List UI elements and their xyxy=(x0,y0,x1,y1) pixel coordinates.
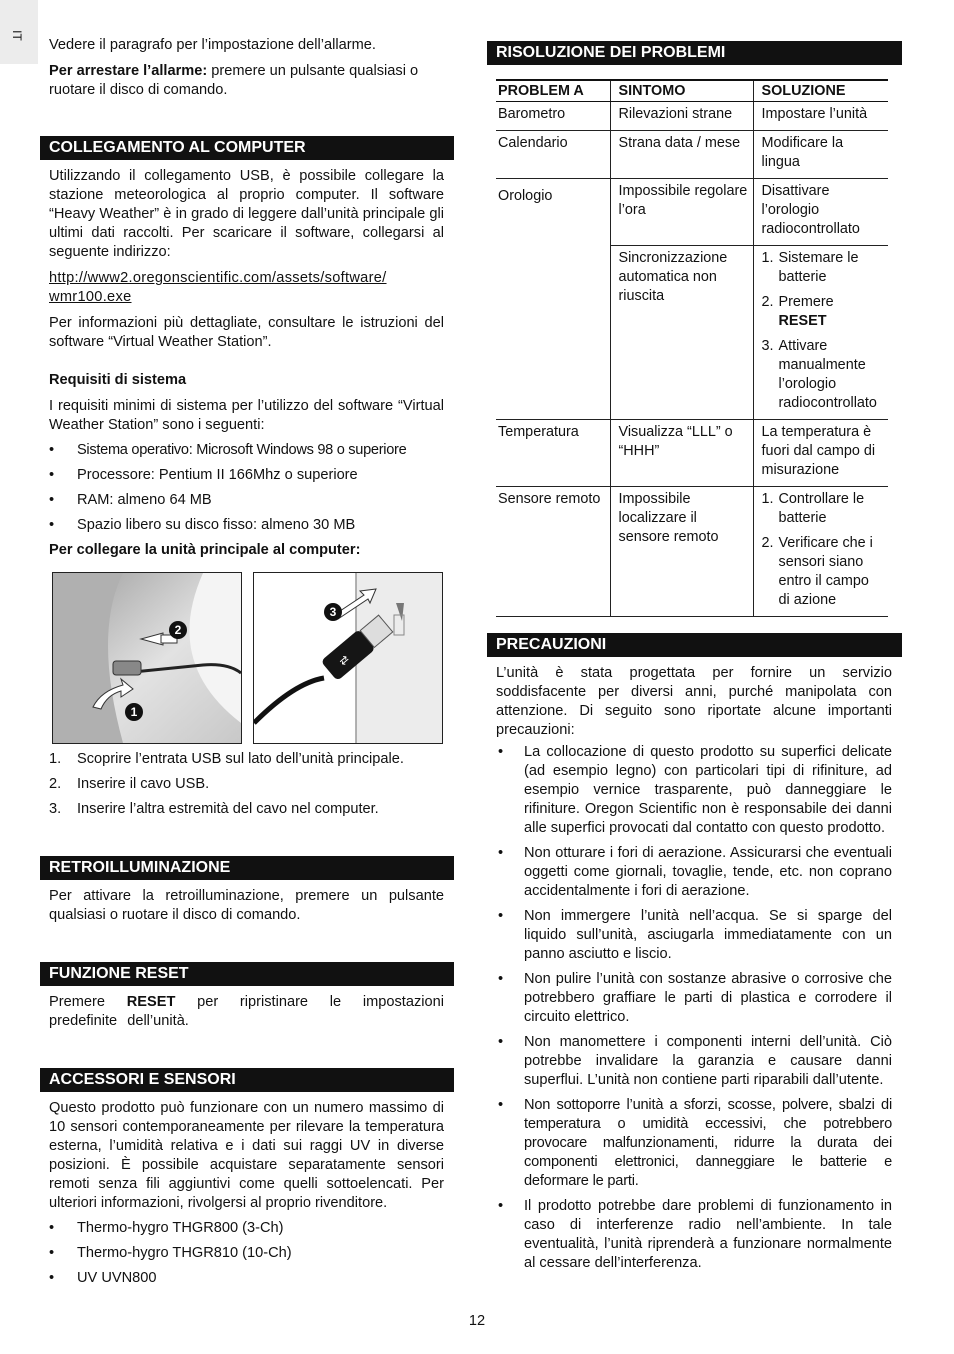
section-header-pc: COLLEGAMENTO AL COMPUTER xyxy=(40,136,454,160)
list-item: • UV UVN800 xyxy=(49,1269,444,1288)
section-header-precautions: PRECAUZIONI xyxy=(487,633,902,657)
accessories-section xyxy=(40,1068,454,1288)
step-text: Sistemare le batterie xyxy=(778,250,859,285)
language-tab xyxy=(0,0,38,64)
table-cell: Sensore remoto xyxy=(496,487,610,617)
table-cell: Impostare l’unità xyxy=(753,102,888,131)
software-link-line1[interactable]: http://www2.oregonscientific.com/assets/software/ xyxy=(49,270,387,286)
table-cell: Visualizza “LLL” o “HHH” xyxy=(610,420,753,487)
list-item: • Non immergere l’unità nell’acqua. Se si sparge del liquido sull’unità, asciugarla immediatamente con un panno asciutto e liscio. xyxy=(496,907,892,964)
table-cell: La temperatura è fuori dal campo di misurazione xyxy=(753,420,888,487)
requirements-list xyxy=(40,441,454,535)
table-row xyxy=(496,487,888,617)
table-cell xyxy=(753,487,888,617)
step-number: 1. xyxy=(49,751,62,767)
requirements-heading: Requisiti di sistema xyxy=(49,372,187,388)
step-number: 3. xyxy=(761,338,774,354)
reset-section xyxy=(40,962,454,1031)
solution-steps xyxy=(762,490,885,610)
list-item xyxy=(49,750,444,769)
table-cell: Strana data / mese xyxy=(610,131,753,179)
backlight-paragraph: Per attivare la retroilluminazione, premere un pulsante qualsiasi o ruotare il disco di comando. xyxy=(49,888,444,923)
list-item: • Thermo-hygro THGR800 (3-Ch) xyxy=(49,1219,444,1238)
step-badge-3: 3 xyxy=(324,603,342,621)
table-row xyxy=(496,420,888,487)
step-text: Premere xyxy=(778,294,834,310)
table-row xyxy=(496,102,888,131)
step-number: 2. xyxy=(49,776,62,792)
table-cell: Temperatura xyxy=(496,420,610,487)
step-text: Verificare che i sensori siano entro il campo di azione xyxy=(778,535,873,608)
requirements-paragraph: I requisiti minimi di sistema per l’utilizzo del software “Virtual Weather Station” sono i seguenti: xyxy=(49,398,444,433)
table-cell: Barometro xyxy=(496,102,610,131)
pc-paragraph: Utilizzando il collegamento USB, è possibile collegare la stazione meteorologica al proprio computer. Il software “Heavy Weather” è in grado di leggere dall’unità principale gli ultimi dati raccolti. Per scaricare il software, collegarsi al seguente indirizzo: xyxy=(49,168,444,260)
list-item: • Processore: Pentium II 166Mhz o superiore xyxy=(49,466,444,485)
step-number: 2. xyxy=(761,535,774,551)
reset-text-pre: Premere xyxy=(49,994,127,1010)
usb-cable-illustration xyxy=(254,573,442,743)
list-item xyxy=(49,775,444,794)
usb-figures xyxy=(40,572,454,744)
intro-line: Vedere il paragrafo per l’impostazione dell’allarme. xyxy=(49,37,376,53)
section-header-accessories: ACCESSORI E SENSORI xyxy=(40,1068,454,1092)
step-number: 1. xyxy=(761,491,774,507)
list-item: • Spazio libero su disco fisso: almeno 30 MB xyxy=(49,516,444,535)
table-header-row xyxy=(496,80,888,102)
connection-steps xyxy=(40,750,454,819)
table-row xyxy=(496,131,888,179)
list-item: • Thermo-hygro THGR810 (10-Ch) xyxy=(49,1244,444,1263)
usb-port-illustration xyxy=(53,573,241,743)
column-header: SINTOMO xyxy=(610,80,753,102)
table-row xyxy=(496,179,888,246)
backlight-section xyxy=(40,856,454,925)
connect-heading: Per collegare la unità principale al computer: xyxy=(49,542,361,558)
list-item: • Sistema operativo: Microsoft Windows 98 o superiore xyxy=(49,441,444,460)
table-cell: Sincronizzazione automatica non riuscita xyxy=(610,246,753,420)
step-number: 2. xyxy=(761,294,774,310)
list-item: • Non sottoporre l’unità a sforzi, scosse, polvere, sbalzi di temperatura o umidità eccessivi, che potrebbero provocare malfunzionamenti, ridurre la durata dei componenti elettronici, danneggiare le batterie e deformare le parti. xyxy=(496,1096,892,1191)
column-header: SOLUZIONE xyxy=(753,80,888,102)
step-badge-2: 2 xyxy=(169,621,187,639)
solution-steps xyxy=(762,249,885,413)
software-link-line2[interactable]: wmr100.exe xyxy=(49,289,132,305)
list-item xyxy=(762,337,885,413)
troubleshooting-section xyxy=(487,41,902,617)
step-text: Attivare manualmente l’orologio radiocontrollato xyxy=(778,338,877,411)
list-item xyxy=(762,534,885,610)
software-link[interactable] xyxy=(40,269,454,307)
section-header-troubleshooting: RISOLUZIONE DEI PROBLEMI xyxy=(487,41,902,65)
list-item: • Non manomettere i componenti interni dell’unità. Ciò potrebbe invalidare la garanzia e causare danni superflui. L’unità non contiene parti riparabili dall’utente. xyxy=(496,1033,892,1090)
precautions-section xyxy=(487,633,902,1279)
step-number: 1. xyxy=(761,250,774,266)
language-tab-label: IT xyxy=(9,30,24,41)
list-item xyxy=(762,293,885,331)
step-number: 3. xyxy=(49,801,62,817)
precautions-list xyxy=(487,743,902,1273)
step-text: Controllare le batterie xyxy=(778,491,865,526)
figure-usb-port xyxy=(52,572,242,744)
table-cell xyxy=(753,246,888,420)
alarm-stop-paragraph xyxy=(40,62,454,100)
list-item xyxy=(49,800,444,819)
list-item: • La collocazione di questo prodotto su superfici delicate (ad esempio legno) con particolari tipi di rifiniture, ad esempio vernice trasparente, può danneggiare le rifiniture. Oregon Scientific non è responsabile dei danni alle superfici provocati dal contatto con questo prodotto. xyxy=(496,743,892,838)
accessories-list xyxy=(40,1219,454,1288)
step-text: Inserire l’altra estremità del cavo nel computer. xyxy=(77,801,379,817)
svg-text:⇄: ⇄ xyxy=(336,652,352,669)
list-item xyxy=(762,249,885,287)
list-item: • RAM: almeno 64 MB xyxy=(49,491,444,510)
list-item xyxy=(762,490,885,528)
section-header-backlight: RETROILLUMINAZIONE xyxy=(40,856,454,880)
table-cell: Orologio xyxy=(496,179,610,420)
table-cell: Disattivare l’orologio radiocontrollato xyxy=(753,179,888,246)
pc-info-paragraph: Per informazioni più dettagliate, consultare le istruzioni del software “Virtual Weather Station”. xyxy=(49,315,444,350)
table-cell: Modificare la lingua xyxy=(753,131,888,179)
pc-section xyxy=(40,136,454,560)
table-cell: Impossibile localizzare il sensore remoto xyxy=(610,487,753,617)
table-cell: Calendario xyxy=(496,131,610,179)
alarm-stop-text: premere un pulsante qualsiasi o ruotare il disco di comando. xyxy=(49,63,419,98)
alarm-stop-label: Per arrestare l’allarme: xyxy=(49,63,208,79)
step-text: Scoprire l’entrata USB sul lato dell’unità principale. xyxy=(77,751,404,767)
reset-text-post: per ripristinare le impostazioni predefinite dell’unità. xyxy=(49,994,444,1029)
precautions-paragraph: L’unità è stata progettata per fornire un servizio soddisfacente per diversi anni, purché manipolata con attenzione. Di seguito sono riportate alcune importanti precauzioni: xyxy=(496,665,892,738)
column-header: PROBLEM A xyxy=(496,80,610,102)
table-cell: Impossibile regolare l’ora xyxy=(610,179,753,246)
list-item: • Non otturare i fori di aerazione. Assicurarsi che eventuali oggetti come giornali, tovaglie, tende, etc. non coprano accidentalmente i fori di aerazione. xyxy=(496,844,892,901)
page-number: 12 xyxy=(468,1313,486,1329)
step-badge-1: 1 xyxy=(125,703,143,721)
list-item: • Il prodotto potrebbe dare problemi di funzionamento in caso di interferenze radio nell’ambiente. In tale eventualità, l’unità riprenderà a funzionare normalmente al cessare dell’interferenza. xyxy=(496,1197,892,1273)
accessories-paragraph: Questo prodotto può funzionare con un numero massimo di 10 sensori contemporaneamente per rilevare la temperatura esterna, l’umidità relativa e i dati sui raggi UV in diverse posizioni. È possibile acquistare separatamente sensori remoti senza fili aggiuntivi come quelli sottoelencati. Per ulteriori informazioni, rivolgersi al proprio rivenditore. xyxy=(49,1100,444,1211)
list-item: • Non pulire l’unità con sostanze abrasive o corrosive che potrebbero graffiare le parti di plastica e corrodere il circuito elettrico. xyxy=(496,970,892,1027)
table-cell: Rilevazioni strane xyxy=(610,102,753,131)
reset-keyword: RESET xyxy=(126,994,176,1010)
step-text: Inserire il cavo USB. xyxy=(77,776,210,792)
troubleshooting-table xyxy=(496,79,888,617)
reset-keyword: RESET xyxy=(778,313,827,329)
reset-paragraph xyxy=(40,993,454,1031)
section-header-reset: FUNZIONE RESET xyxy=(40,962,454,986)
figure-usb-computer xyxy=(253,572,443,744)
